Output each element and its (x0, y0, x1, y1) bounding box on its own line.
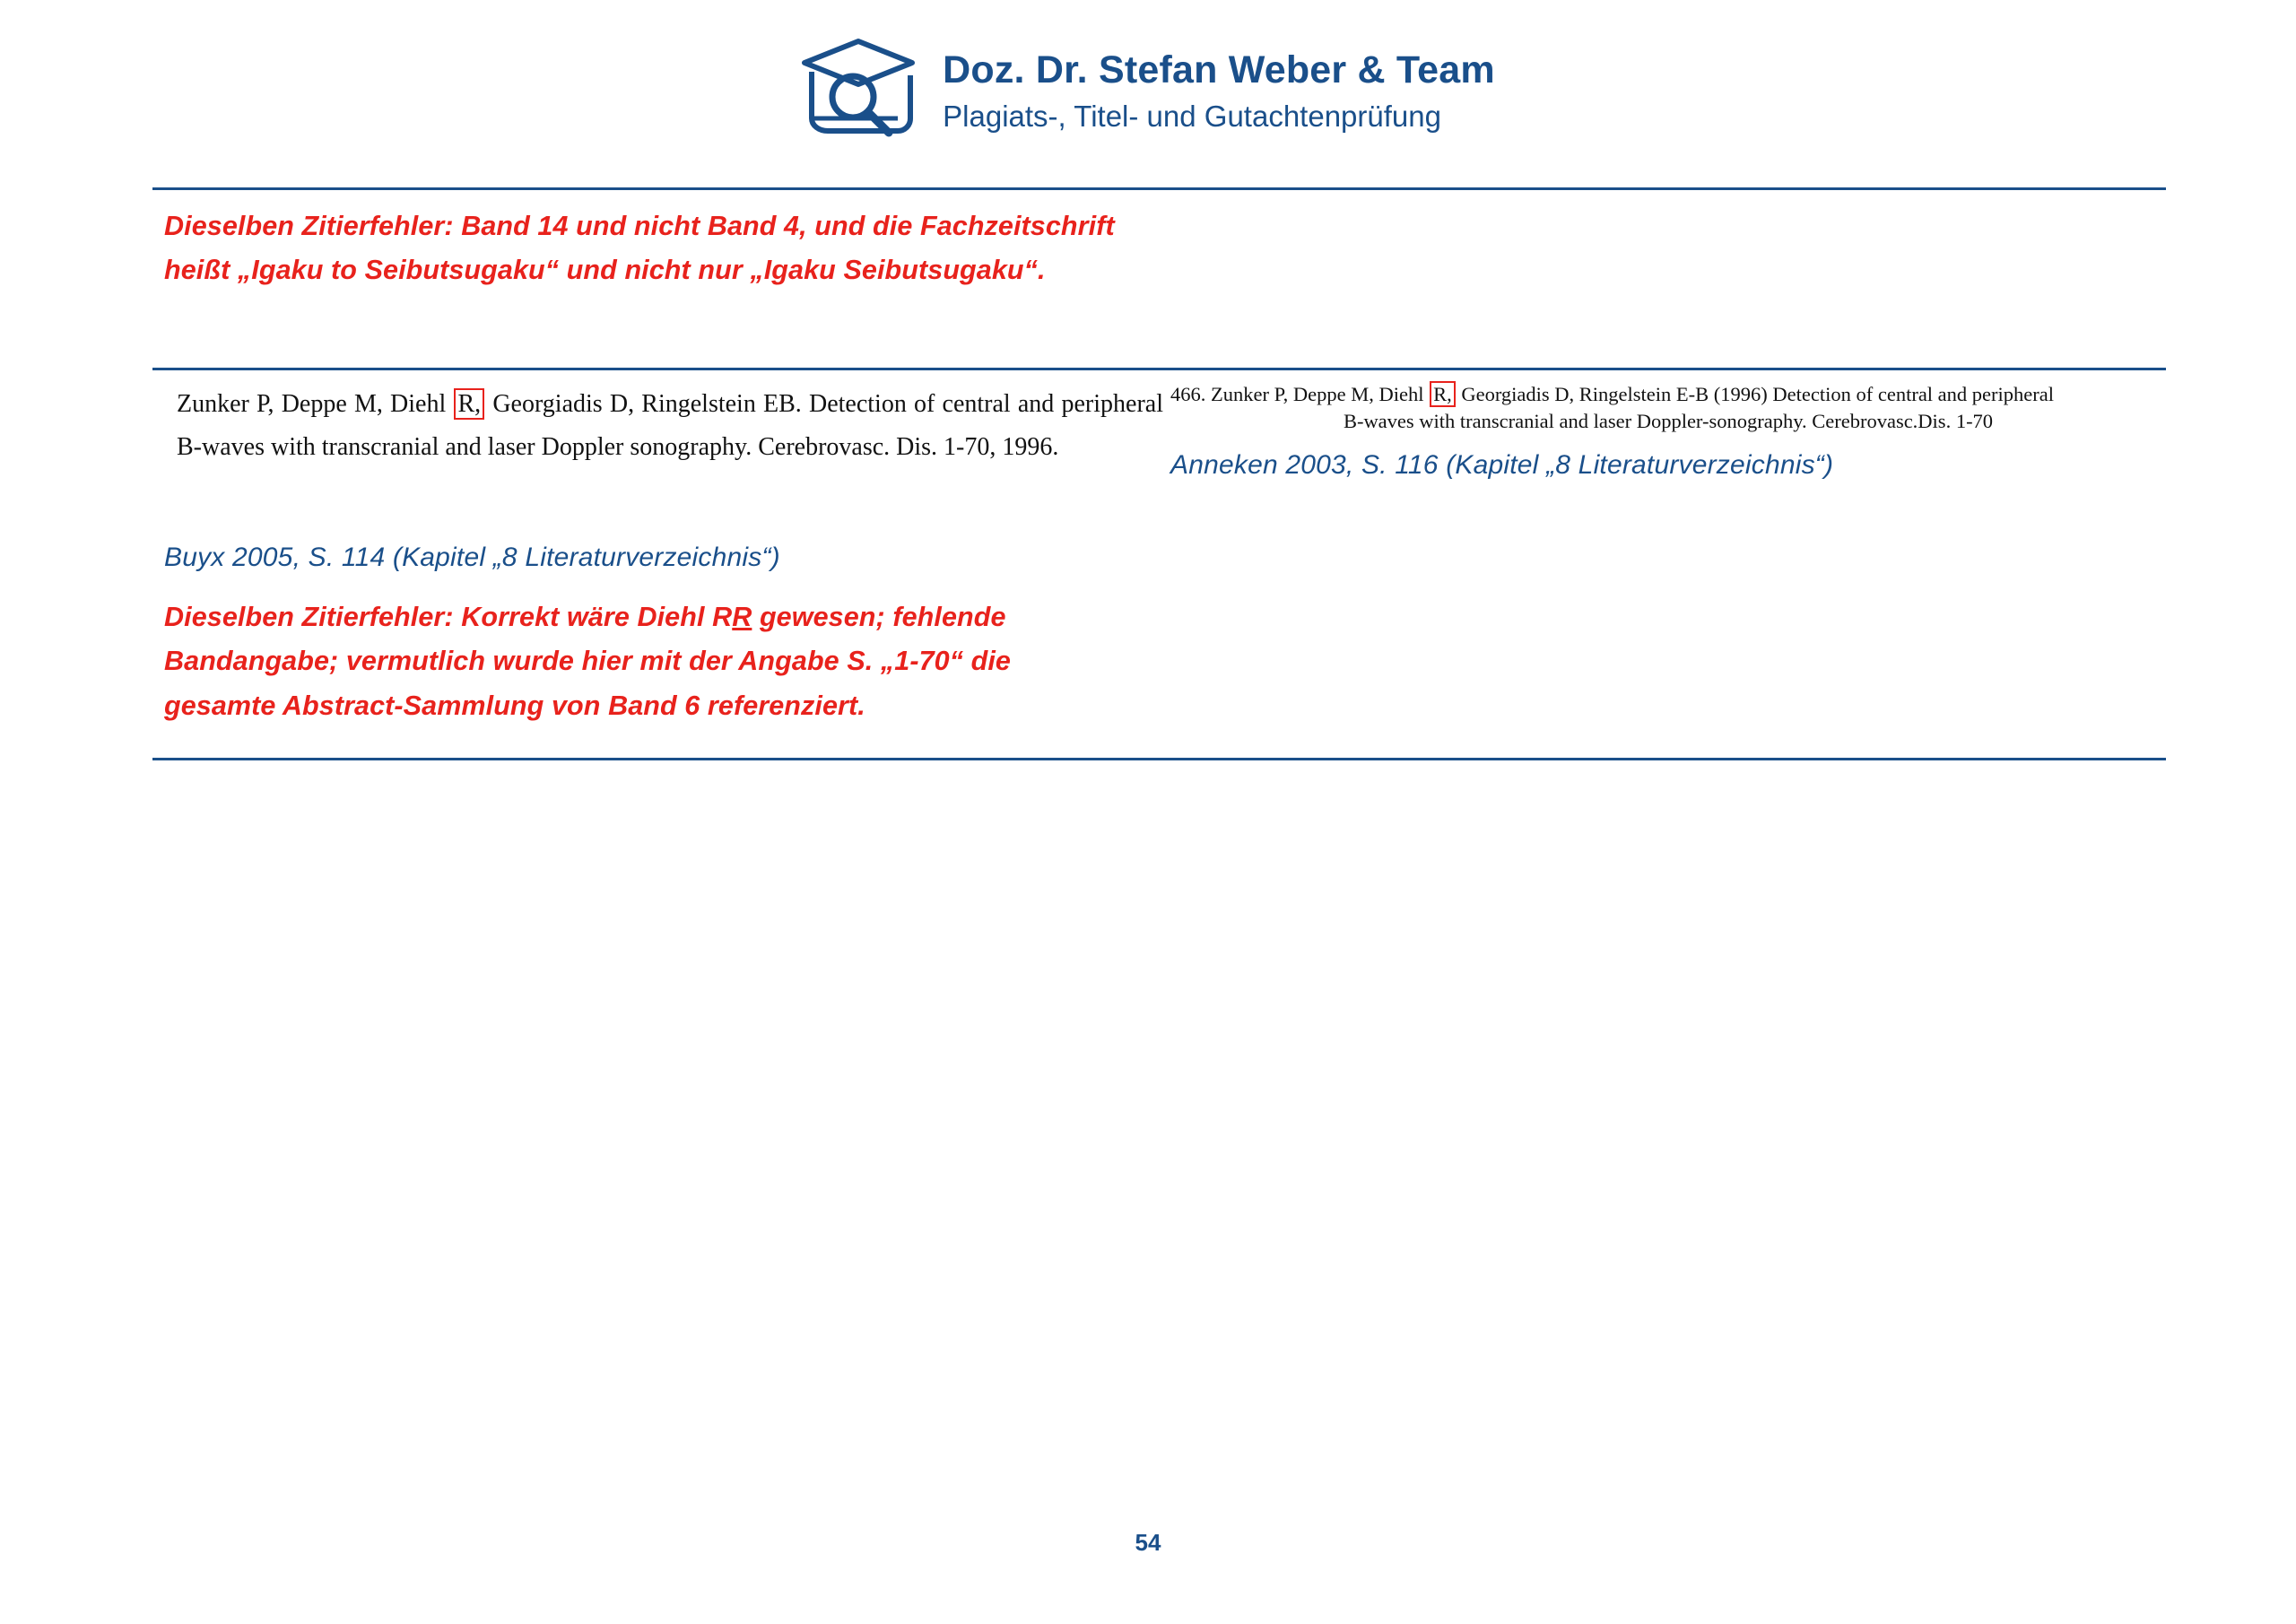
highlight-box-right: R, (1430, 381, 1456, 407)
logo-text (943, 45, 1495, 135)
source-right-line2: B-waves with transcranial and laser Doppler-sonography. Cerebrovasc.Dis. 1-70 (1343, 409, 1994, 432)
divider-middle (152, 368, 2166, 370)
company-title: Doz. Dr. Stefan Weber & Team (943, 48, 1495, 91)
source-text-right (1170, 381, 2166, 435)
divider-bottom (152, 758, 2166, 760)
page-number: 54 (1135, 1529, 1161, 1556)
graduation-cap-magnifier-icon (801, 36, 918, 143)
comment-bottom-part1: Dieselben Zitierfehler: Korrekt wäre Diehl R (164, 602, 733, 632)
source-text-left (177, 383, 1163, 469)
company-subtitle: Plagiats-, Titel- und Gutachtenprüfung (943, 100, 1441, 134)
source-left-after: Georgiadis D, Ringelstein EB. Detection of central and peripheral B-waves with transcranial and laser Doppler sonography. Cerebrovasc. Dis. 1-70, 1996. (177, 390, 1163, 462)
page-header (0, 36, 2296, 143)
comment-bottom-underlined: R (732, 602, 752, 632)
comment-bottom-part2: gewesen; fehlende Bandangabe; vermutlich wurde hier mit der Angabe S. „1-70“ die gesamte Abstract-Sammlung von Band 6 referenziert. (164, 602, 1011, 721)
source-right-number: 466. (1170, 383, 1206, 405)
citation-right: Anneken 2003, S. 116 (Kapitel „8 Literaturverzeichnis“) (1170, 450, 1834, 480)
comment-bottom (164, 595, 1115, 728)
source-right-after: Georgiadis D, Ringelstein E-B (1996) Detection of central and peripheral (1456, 383, 2054, 405)
divider-top (152, 187, 2166, 190)
source-left-before: Zunker P, Deppe M, Diehl (177, 390, 454, 418)
highlight-box-left: R, (454, 388, 484, 420)
source-right-before: Zunker P, Deppe M, Diehl (1205, 383, 1430, 405)
citation-left: Buyx 2005, S. 114 (Kapitel „8 Literaturverzeichnis“) (164, 543, 780, 572)
logo-block (801, 36, 1495, 143)
comment-top: Dieselben Zitierfehler: Band 14 und nicht Band 4, und die Fachzeitschrift heißt „Igaku to Seibutsugaku“ und nicht nur „Igaku Seibutsugaku“. (164, 211, 1115, 286)
